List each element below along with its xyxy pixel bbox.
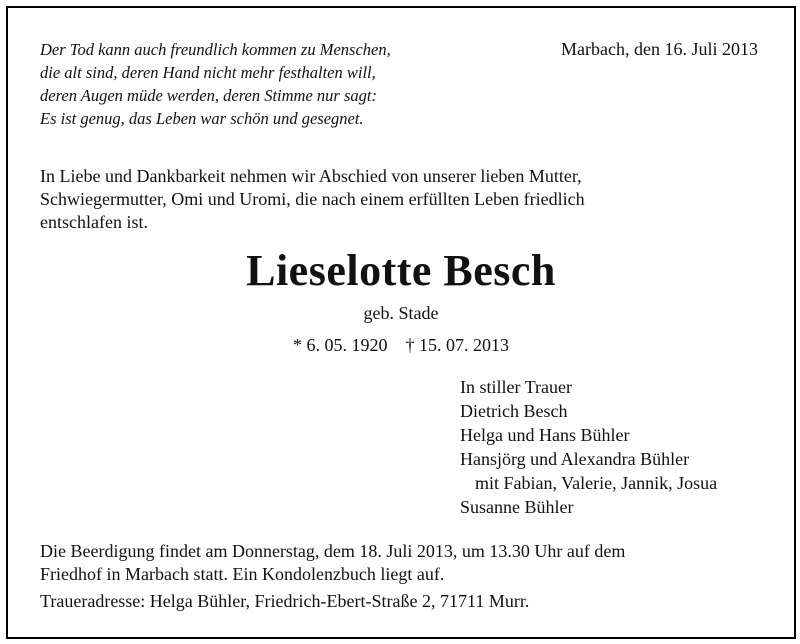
death-date: † 15. 07. 2013	[405, 335, 509, 355]
poem-line: die alt sind, deren Hand nicht mehr festhalten will,	[40, 63, 376, 82]
funeral-info	[40, 540, 780, 613]
poem-line: Es ist genug, das Leben war schön und gesegnet.	[40, 109, 364, 128]
intro-text	[40, 165, 740, 234]
intro-line: In Liebe und Dankbarkeit nehmen wir Abschied von unserer lieben Mutter,	[40, 166, 582, 186]
poem-line: deren Augen müde werden, deren Stimme nur sagt:	[40, 86, 377, 105]
place-date: Marbach, den 16. Juli 2013	[561, 39, 758, 59]
mourners-heading: In stiller Trauer	[460, 377, 572, 397]
maiden-name: geb. Stade	[363, 303, 439, 323]
mourner-children: mit Fabian, Valerie, Jannik, Josua	[475, 473, 718, 493]
funeral-line: Friedhof in Marbach statt. Ein Kondolenzbuch liegt auf.	[40, 564, 445, 584]
mourning-address: Traueradresse: Helga Bühler, Friedrich-Ebert-Straße 2, 71711 Murr.	[40, 591, 530, 611]
mourner: Helga und Hans Bühler	[460, 425, 630, 445]
mourner: Susanne Bühler	[460, 497, 574, 517]
intro-line: Schwiegermutter, Omi und Uromi, die nach einem erfüllten Leben friedlich	[40, 189, 585, 209]
funeral-line: Die Beerdigung findet am Donnerstag, dem 18. Juli 2013, um 13.30 Uhr auf dem	[40, 541, 626, 561]
life-dates	[8, 334, 794, 357]
mourners-list	[460, 375, 717, 519]
mourner: Dietrich Besch	[460, 401, 568, 421]
poem	[40, 38, 391, 130]
poem-line: Der Tod kann auch freundlich kommen zu Menschen,	[40, 40, 391, 59]
obituary-notice	[6, 6, 796, 639]
mourner: Hansjörg und Alexandra Bühler	[460, 449, 690, 469]
deceased-name: Lieselotte Besch	[246, 246, 556, 295]
birth-date: * 6. 05. 1920	[293, 335, 388, 355]
intro-line: entschlafen ist.	[40, 212, 148, 232]
